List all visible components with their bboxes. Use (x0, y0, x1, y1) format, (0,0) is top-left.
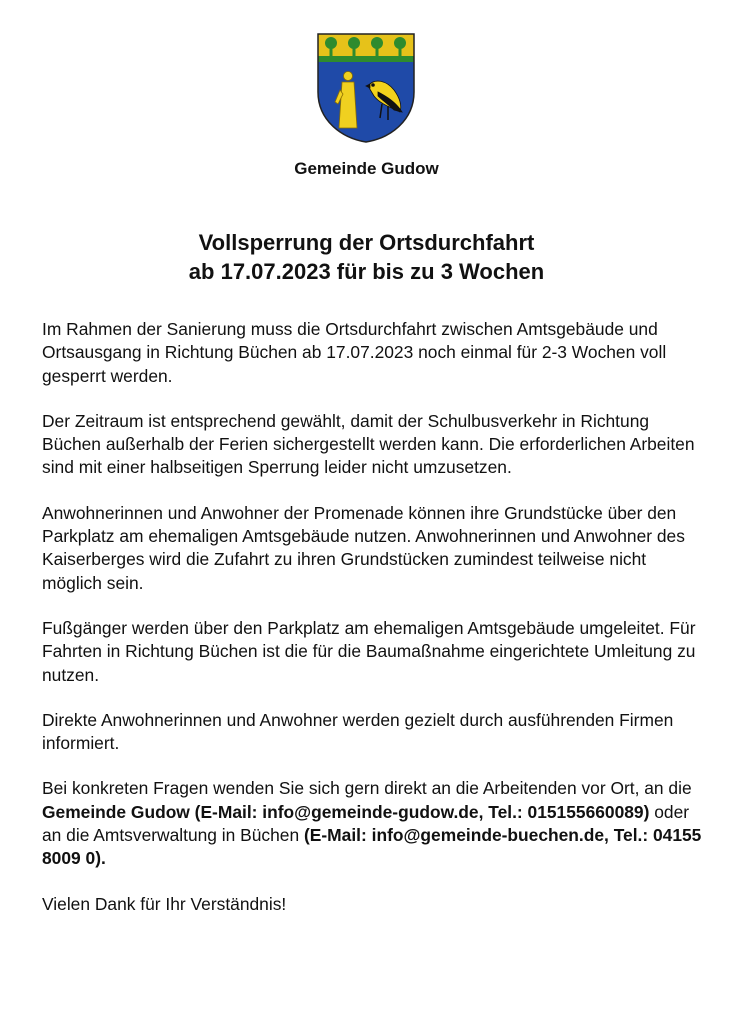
page-title (0, 228, 733, 286)
closing-thanks: Vielen Dank für Ihr Verständnis! (42, 893, 287, 914)
paragraph-closure-info: Im Rahmen der Sanierung muss die Ortsdurchfahrt zwischen Amtsgebäude und Ortsausgang in Richtung Büchen ab 17.07.2023 noch einmal für 2-3 Wochen voll gesperrt werden. (42, 319, 667, 386)
contact-text-1: Bei konkreten Fragen wenden Sie sich gern direkt an die Arbeitenden vor Ort, an die (42, 778, 692, 799)
coat-of-arms-icon (316, 32, 416, 144)
organization-name: Gemeinde Gudow (294, 159, 439, 178)
paragraph-contact (42, 777, 702, 870)
paragraph-residents-access: Anwohnerinnen und Anwohner der Promenade können ihre Grundstücke über den Parkplatz am ehemaligen Amtsgebäude nutzen. Anwohnerinnen und Anwohner des Kaiserberges wird die Zufahrt zu ihren Grundstücken zumindest teilweise nicht möglich sein. (42, 502, 685, 593)
paragraph-detour: Fußgänger werden über den Parkplatz am ehemaligen Amtsgebäude umgeleitet. Für Fahrten in Richtung Büchen ist die für die Baumaßnahme eingerichtete Umleitung zu nutzen. (42, 617, 696, 685)
title-line-2: ab 17.07.2023 für bis zu 3 Wochen (188, 259, 545, 284)
paragraph-notification: Direkte Anwohnerinnen und Anwohner werden gezielt durch ausführenden Firmen informiert. (42, 709, 674, 754)
title-line-1: Vollsperrung der Ortsdurchfahrt (198, 230, 535, 255)
paragraph-timing: Der Zeitraum ist entsprechend gewählt, damit der Schulbusverkehr in Richtung Büchen außerhalb der Ferien sichergestellt werden kann. Die erforderlichen Arbeiten sind mit einer halbseitigen Sperrung leider nicht umzusetzen. (42, 410, 695, 478)
notice-body (42, 318, 702, 938)
contact-amtsverwaltung: (E-Mail: info@gemeinde-buechen.de, Tel.: 04155 8009 0). (42, 825, 702, 869)
contact-gemeinde: Gemeinde Gudow (E-Mail: info@gemeinde-gudow.de, Tel.: 015155660089) (42, 801, 650, 822)
contact-text-2: oder an die Amtsverwaltung in Büchen (42, 801, 690, 846)
